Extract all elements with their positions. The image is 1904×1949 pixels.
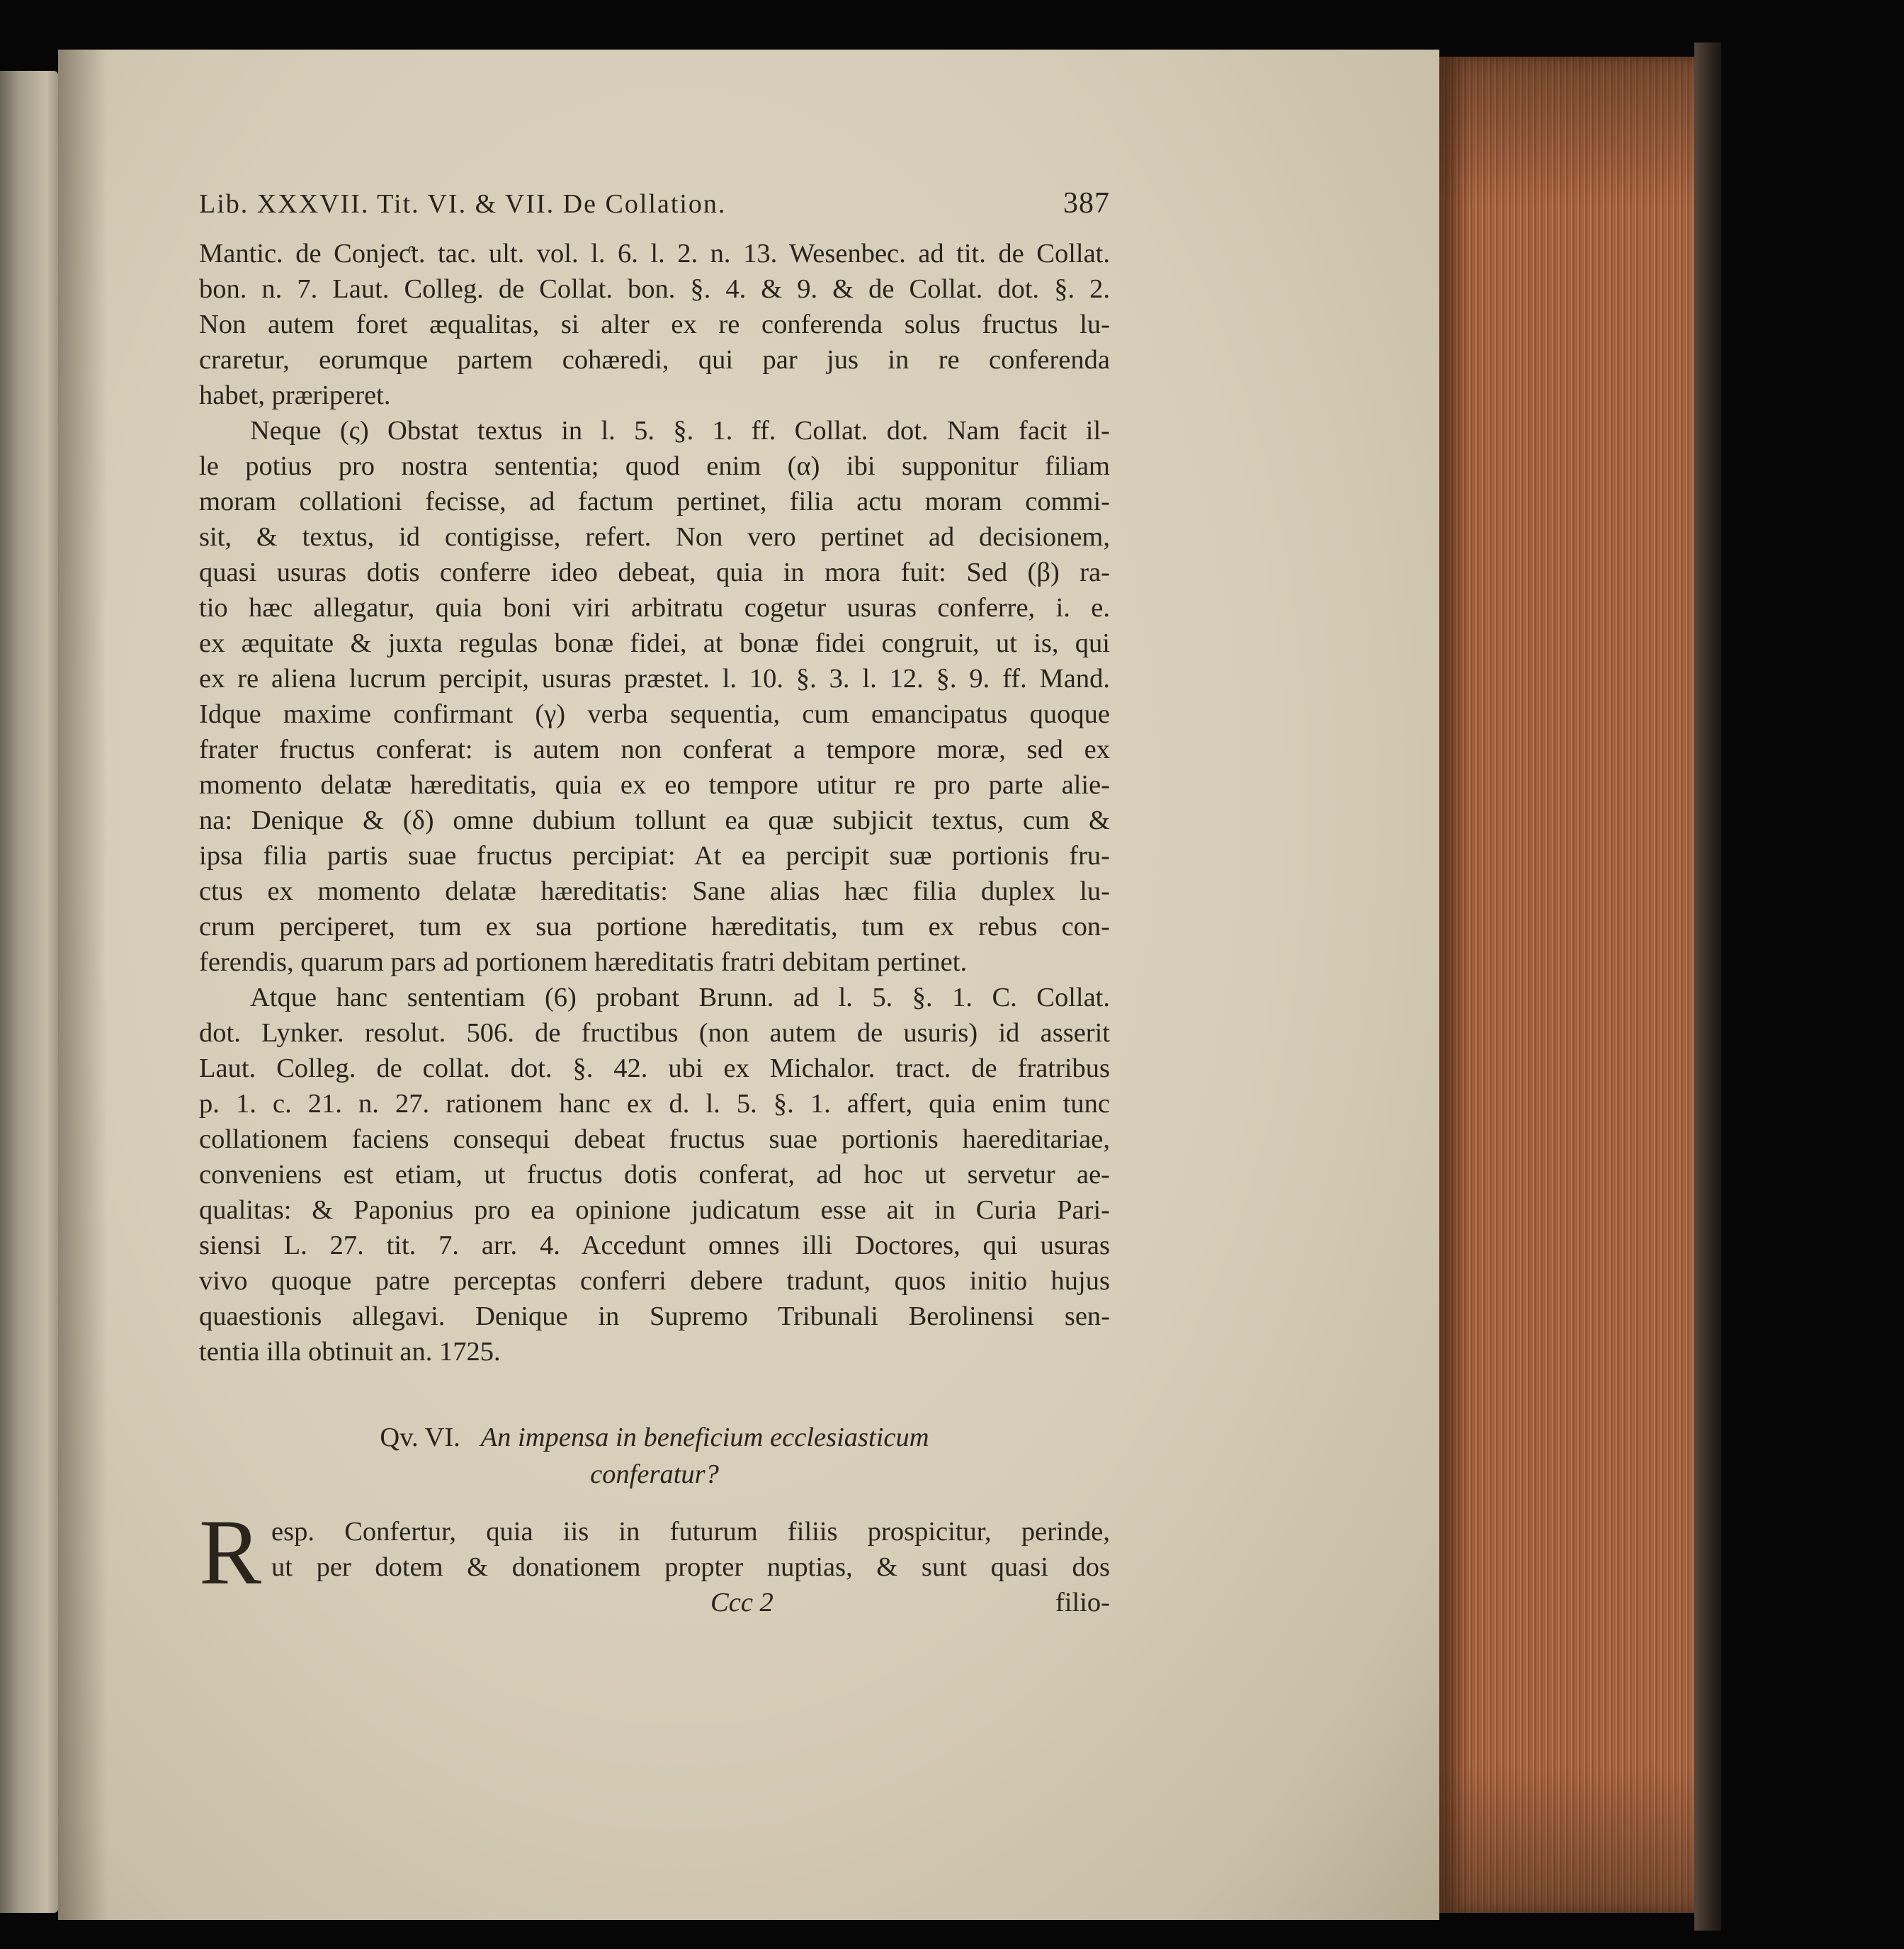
text-line: ut per dotem & donationem propter nuptias, & sunt quasi dos — [271, 1552, 1110, 1582]
text-line: crum perciperet, tum ex sua portione hæreditatis, tum ex rebus con- — [199, 912, 1110, 942]
paragraph-3-cont — [199, 1015, 1110, 1369]
text-line: momento delatæ hæreditatis, quia ex eo tempore utitur re pro parte alie- — [199, 770, 1110, 800]
text-line: craretur, eorumque partem cohæredi, qui par jus in re conferenda — [199, 345, 1110, 375]
paragraph-1 — [199, 236, 1110, 413]
text-line: le potius pro nostra sententia; quod enim (α) ibi supponitur filiam — [199, 451, 1110, 481]
text-line: Mantic. de Conjeƈt. tac. ult. vol. l. 6. l. 2. n. 13. Wesenbec. ad tit. de Collat. — [199, 239, 1110, 269]
question-label: Qv. VI. — [380, 1423, 460, 1452]
page-gutter-shadow — [58, 50, 108, 1920]
question-title-line-2: conferatur? — [590, 1459, 719, 1489]
text-line: bon. n. 7. Laut. Colleg. de Collat. bon. §. 4. & 9. & de Collat. dot. §. 2. — [199, 274, 1110, 304]
page-footer — [271, 1585, 1110, 1620]
text-block — [199, 186, 1110, 1620]
text-line: Neque (ς) Obstat textus in l. 5. §. 1. ff. Collat. dot. Nam facit il- — [250, 416, 1110, 446]
running-head — [199, 186, 1110, 232]
text-line: na: Denique & (δ) omne dubium tollunt ea quæ subjicit textus, cum & — [199, 806, 1110, 835]
text-line: moram collationi fecisse, ad factum pertinet, filia actu moram commi- — [199, 487, 1110, 516]
paragraph-3 — [199, 980, 1110, 1015]
text-line: vivo quoque patre perceptas conferri debere tradunt, quos initio hujus — [199, 1266, 1110, 1296]
text-line: quasi usuras dotis conferre ideo debeat, quia in mora fuit: Sed (β) ra- — [199, 558, 1110, 587]
text-line: collationem faciens consequi debeat fructus suae portionis haereditariae, — [199, 1124, 1110, 1154]
text-line: quaestionis allegavi. Denique in Supremo Tribunali Berolinensi sen- — [199, 1301, 1110, 1331]
paragraph-2-cont — [199, 448, 1110, 980]
page-number: 387 — [1063, 187, 1110, 220]
question-heading — [199, 1419, 1110, 1493]
text-line: siensi L. 27. tit. 7. arr. 4. Accedunt omnes illi Doctores, qui usuras — [199, 1231, 1110, 1260]
text-line: sit, & textus, id contigisse, refert. Non vero pertinet ad decisionem, — [199, 522, 1110, 552]
paragraph-2 — [199, 413, 1110, 448]
book-fore-edge — [1439, 57, 1694, 1913]
catchword: filio- — [1055, 1588, 1110, 1617]
text-line: Atque hanc sententiam (6) probant Brunn. ad l. 5. §. 1. C. Collat. — [250, 983, 1110, 1012]
text-line: tentia illa obtinuit an. 1725. — [199, 1337, 501, 1367]
running-head-title: Lib. XXXVII. Tit. VI. & VII. De Collation. — [199, 189, 727, 219]
text-line: Idque maxime confirmant (γ) verba sequentia, cum emancipatus quoque — [199, 699, 1110, 729]
text-line: esp. Confertur, quia iis in futurum filiis prospicitur, perinde, — [271, 1517, 1110, 1547]
text-line: frater fructus conferat: is autem non conferat a tempore moræ, sed ex — [199, 735, 1110, 764]
text-line: qualitas: & Paponius pro ea opinione judicatum esse ait in Curia Pari- — [199, 1195, 1110, 1225]
left-page-edge — [0, 71, 58, 1913]
text-line: ex re aliena lucrum percipit, usuras præstet. l. 10. §. 3. l. 12. §. 9. ff. Mand. — [199, 664, 1110, 694]
text-line: p. 1. c. 21. n. 27. rationem hanc ex d. l. 5. §. 1. affert, quia enim tunc — [199, 1089, 1110, 1119]
text-line: ipsa filia partis suae fructus percipiat: At ea percipit suæ portionis fru- — [199, 841, 1110, 871]
signature-mark: Ccc 2 — [710, 1588, 774, 1617]
drop-cap: R — [199, 1500, 262, 1604]
book-cover — [1694, 43, 1721, 1931]
text-line: habet, præriperet. — [199, 380, 391, 410]
text-line: ferendis, quarum pars ad portionem hæreditatis fratri debitam pertinet. — [199, 947, 968, 977]
text-line: Laut. Colleg. de collat. dot. §. 42. ubi ex Michalor. tract. de fratribus — [199, 1053, 1110, 1083]
text-line: tio hæc allegatur, quia boni viri arbitratu cogetur usuras conferre, i. e. — [199, 593, 1110, 623]
text-line: dot. Lynker. resolut. 506. de fructibus (non autem de usuris) id asserit — [199, 1018, 1110, 1048]
text-line: conveniens est etiam, ut fructus dotis conferat, ad hoc ut servetur ae- — [199, 1160, 1110, 1190]
text-line: ctus ex momento delatæ hæreditatis: Sane alias hæc filia duplex lu- — [199, 876, 1110, 906]
text-line: Non autem foret æqualitas, si alter ex re conferenda solus fructus lu- — [199, 310, 1110, 339]
question-title-line-1: An impensa in beneficium ecclesiasticum — [480, 1423, 929, 1452]
text-line: ex æquitate & juxta regulas bonæ fidei, at bonæ fidei congruit, ut is, qui — [199, 628, 1110, 658]
